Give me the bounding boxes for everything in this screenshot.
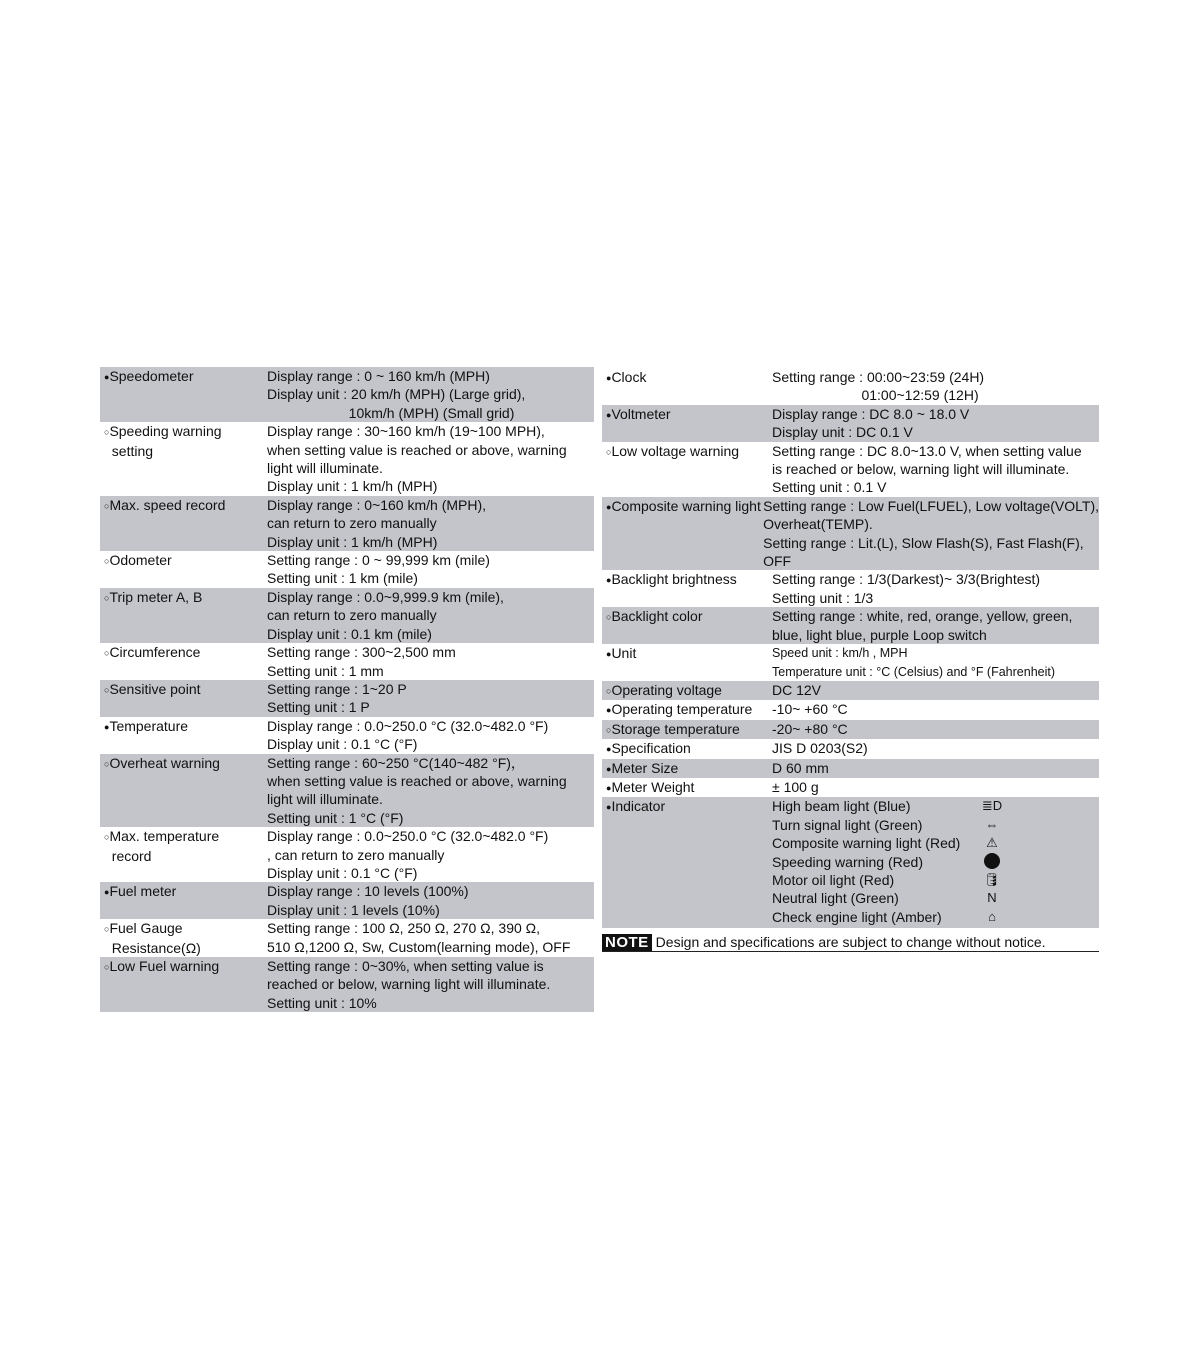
left-spec-column	[100, 367, 594, 1012]
filled-bullet-icon: ●	[606, 782, 612, 793]
spec-value: Setting range : 60~250 °C(140~482 °F)， when setting value is reached or above, warning light will illuminate. Setting unit : 1 °C (°F)	[267, 754, 567, 826]
spec-label-text: Trip meter A, B	[109, 588, 203, 605]
hollow-bullet-icon: ○	[104, 924, 110, 935]
indicator-item	[772, 889, 1099, 907]
hollow-bullet-icon: ○	[104, 556, 110, 567]
spec-value: Setting range : 300~2,500 mm Setting unit : 1 mm	[267, 644, 456, 679]
spec-label	[100, 827, 267, 882]
indicator-item	[772, 834, 1099, 852]
filled-bullet-icon: ●	[606, 763, 612, 774]
spec-label-text: Low voltage warning	[611, 442, 740, 459]
right-spec-column	[602, 367, 1099, 928]
spec-value: Setting range : 0 ~ 99,999 km (mile) Setting unit : 1 km (mile)	[267, 552, 490, 587]
indicator-item	[772, 816, 1099, 834]
oil-can-icon: 🛢	[983, 871, 1001, 887]
indicator-row	[602, 797, 1099, 928]
note-line	[602, 934, 1099, 952]
indicator-item-text: Check engine light (Amber)	[772, 908, 942, 925]
hollow-bullet-icon: ○	[104, 758, 110, 769]
spec-row	[602, 759, 1099, 778]
spec-label-text: Storage temperature	[611, 720, 740, 737]
spec-label-text: Meter Weight	[611, 778, 695, 795]
spec-row	[100, 957, 594, 1012]
spec-label	[602, 442, 772, 497]
hollow-bullet-icon: ○	[104, 648, 110, 659]
indicator-item-text: High beam light (Blue)	[772, 798, 911, 815]
spec-value: Setting range : 0~30%, when setting value is reached or below, warning light will illuminate. Setting unit : 10%	[267, 958, 551, 1011]
spec-row	[100, 367, 594, 422]
spec-row	[602, 607, 1099, 644]
warning-triangle-icon: ⚠	[986, 835, 998, 851]
spec-row	[100, 717, 594, 754]
spec-row	[602, 367, 1099, 405]
hollow-bullet-icon: ○	[104, 684, 110, 695]
spec-label	[602, 778, 772, 797]
spec-value: Display range : DC 8.0 ~ 18.0 V Display unit : DC 0.1 V	[772, 405, 970, 441]
filled-bullet-icon: ●	[606, 409, 612, 420]
spec-row	[602, 570, 1099, 607]
spec-label	[602, 700, 772, 719]
hollow-bullet-icon: ○	[104, 962, 110, 972]
spec-value: -20~ +80 °C	[772, 720, 848, 737]
spec-label-text: Circumference	[109, 644, 201, 661]
spec-value: Speed unit : km/h , MPH Temperature unit : °C (Celsius) and °F (Fahrenheit)	[772, 646, 1056, 679]
hollow-bullet-icon: ○	[606, 685, 612, 696]
indicator-item	[772, 853, 1099, 871]
hollow-bullet-icon: ○	[606, 612, 612, 623]
spec-value: Setting range : 00:00~23:59 (24H) 01:00~12:59 (12H)	[772, 369, 985, 404]
note-text: Design and specifications are subject to change without notice.	[655, 934, 1046, 950]
spec-label	[100, 754, 267, 828]
spec-row	[100, 680, 594, 717]
hollow-bullet-icon: ○	[606, 724, 612, 735]
spec-label	[602, 739, 772, 758]
indicator-item-text: Motor oil light (Red)	[772, 871, 895, 888]
spec-value: Setting range : 1/3(Darkest)~ 3/3(Brightest) Setting unit : 1/3	[772, 571, 1041, 606]
filled-bullet-icon: ●	[606, 575, 612, 586]
spec-value: Display range : 10 levels (100%) Display unit : 1 levels (10%)	[267, 883, 469, 918]
spec-row	[602, 442, 1099, 497]
filled-bullet-icon: ●	[606, 705, 612, 716]
filled-bullet-icon: ●	[606, 501, 612, 512]
spec-label	[602, 607, 772, 644]
spec-row	[602, 739, 1099, 758]
spec-label	[100, 496, 267, 551]
hollow-bullet-icon: ○	[104, 500, 110, 511]
filled-bullet-icon: ●	[104, 887, 110, 898]
spec-label	[602, 497, 763, 571]
filled-bullet-icon: ●	[606, 802, 612, 813]
indicator-item-text: Speeding warning (Red)	[772, 853, 923, 870]
indicator-item-text: Neutral light (Green)	[772, 890, 899, 907]
spec-label	[100, 882, 267, 919]
neutral-n-icon: N	[987, 890, 997, 906]
spec-value: JIS D 0203(S2)	[772, 740, 868, 757]
spec-row	[602, 720, 1099, 739]
spec-row	[100, 754, 594, 828]
filled-circle-shape	[984, 853, 1000, 869]
hollow-bullet-icon: ○	[606, 446, 612, 457]
spec-label	[100, 422, 267, 496]
spec-label	[100, 957, 267, 1012]
spec-label-text: Max. speed record	[109, 496, 226, 513]
spec-label	[602, 405, 772, 442]
spec-label-text: Speeding warning setting	[109, 423, 222, 459]
filled-bullet-icon: ●	[104, 372, 110, 382]
spec-row	[602, 681, 1099, 700]
turn-signal-icon: ⇔	[985, 816, 999, 832]
spec-row	[602, 405, 1099, 442]
note-badge: NOTE	[602, 934, 652, 951]
spec-row	[100, 643, 594, 680]
spec-label-text: Clock	[611, 369, 647, 385]
spec-label-text: Low Fuel warning	[109, 958, 220, 974]
spec-label-text: Voltmeter	[611, 405, 671, 422]
indicator-list	[772, 797, 1099, 926]
spec-label-text: Meter Size	[611, 759, 679, 776]
spec-value: Display range : 0~160 km/h (MPH), can return to zero manually Display unit : 1 km/h (MPH)	[267, 496, 487, 550]
spec-row	[602, 700, 1099, 719]
spec-label-text: Specification	[611, 740, 691, 757]
engine-icon: ⌂	[988, 908, 996, 924]
filled-bullet-icon: ●	[606, 744, 612, 755]
spec-label-text: Unit	[611, 645, 637, 662]
indicator-item	[772, 871, 1099, 889]
spec-label-text: Composite warning light	[611, 497, 761, 514]
filled-bullet-icon: ●	[104, 721, 110, 732]
spec-label-text: Temperature	[109, 717, 189, 734]
spec-label	[100, 588, 267, 643]
spec-row	[602, 778, 1099, 797]
hollow-bullet-icon: ○	[104, 427, 110, 438]
spec-label-text: Indicator	[611, 798, 666, 815]
spec-row	[100, 422, 594, 496]
spec-value: -10~ +60 °C	[772, 701, 848, 718]
spec-label-text: Backlight color	[611, 608, 703, 625]
spec-row	[100, 882, 594, 919]
indicator-item-text: Composite warning light (Red)	[772, 835, 961, 852]
spec-value: Setting range : white, red, orange, yellow, green, blue, light blue, purple Loop switch	[772, 608, 1073, 643]
spec-value: D 60 mm	[772, 759, 829, 776]
spec-label-text: Sensitive point	[109, 680, 201, 697]
spec-label	[100, 367, 267, 422]
high-beam-icon: ≣D	[981, 798, 1003, 814]
spec-label	[100, 919, 267, 957]
spec-label	[602, 368, 772, 405]
indicator-item-text: Turn signal light (Green)	[772, 816, 923, 833]
filled-bullet-icon: ●	[606, 649, 612, 660]
spec-label	[100, 551, 267, 588]
spec-row	[602, 644, 1099, 681]
spec-label	[602, 720, 772, 739]
spec-label	[602, 797, 772, 926]
spec-row	[100, 919, 594, 957]
spec-label-text: Overheat warning	[109, 754, 220, 771]
spec-label	[602, 681, 772, 700]
spec-label-text: Operating voltage	[611, 681, 722, 698]
spec-row	[602, 497, 1099, 571]
spec-label-text: Fuel meter	[109, 883, 177, 900]
spec-label	[100, 643, 267, 680]
spec-value: DC 12V	[772, 681, 822, 698]
spec-label	[100, 717, 267, 754]
spec-label	[602, 570, 772, 607]
indicator-item	[772, 797, 1099, 815]
spec-value: ± 100 g	[772, 778, 819, 795]
spec-label-text: Max. temperature record	[109, 828, 220, 864]
spec-row	[100, 496, 594, 551]
spec-label-text: Odometer	[109, 552, 172, 569]
filled-circle-icon	[980, 853, 1004, 871]
spec-label-text: Backlight brightness	[611, 571, 737, 588]
spec-label-text: Fuel Gauge Resistance(Ω)	[109, 920, 201, 956]
hollow-bullet-icon: ○	[104, 592, 110, 603]
spec-row	[100, 588, 594, 643]
spec-row	[100, 551, 594, 588]
spec-value: Setting range : DC 8.0~13.0 V, when setting value is reached or below, warning light will illuminate. Setting unit : 0.1 V	[772, 442, 1082, 496]
spec-value: Display range : 30~160 km/h (19~100 MPH), when setting value is reached or above, warning light will illuminate. Display unit : 1 km/h (MPH)	[267, 423, 567, 495]
spec-label-text: Operating temperature	[611, 701, 753, 718]
hollow-bullet-icon: ○	[104, 832, 110, 843]
spec-value: Setting range : 100 Ω, 250 Ω, 270 Ω, 390 Ω, 510 Ω,1200 Ω, Sw, Custom(learning mode), OFF	[267, 920, 571, 955]
spec-label	[100, 680, 267, 717]
spec-row	[100, 827, 594, 882]
spec-label	[602, 644, 772, 681]
filled-bullet-icon: ●	[606, 373, 612, 383]
spec-value: Display range : 0.0~250.0 °C (32.0~482.0 °F) , can return to zero manually Display unit : 0.1 °C (°F)	[267, 828, 549, 881]
spec-label	[602, 759, 772, 778]
spec-label-text: Speedometer	[109, 368, 194, 384]
spec-value: Display range : 0.0~250.0 °C (32.0~482.0 °F) Display unit : 0.1 °C (°F)	[267, 717, 549, 753]
spec-value: Display range : 0 ~ 160 km/h (MPH) Display unit : 20 km/h (MPH) (Large grid), 10km/h (MPH) (Small grid)	[267, 368, 526, 421]
spec-value: Display range : 0.0~9,999.9 km (mile), can return to zero manually Display unit : 0.1 km (mile)	[267, 588, 504, 642]
spec-value: Setting range : Low Fuel(LFUEL), Low voltage(VOLT), Overheat(TEMP). Setting range : Lit.(L), Slow Flash(S), Fast Flash(F), OFF	[763, 497, 1099, 570]
spec-value: Setting range : 1~20 P Setting unit : 1 P	[267, 680, 407, 716]
indicator-item	[772, 908, 1099, 926]
